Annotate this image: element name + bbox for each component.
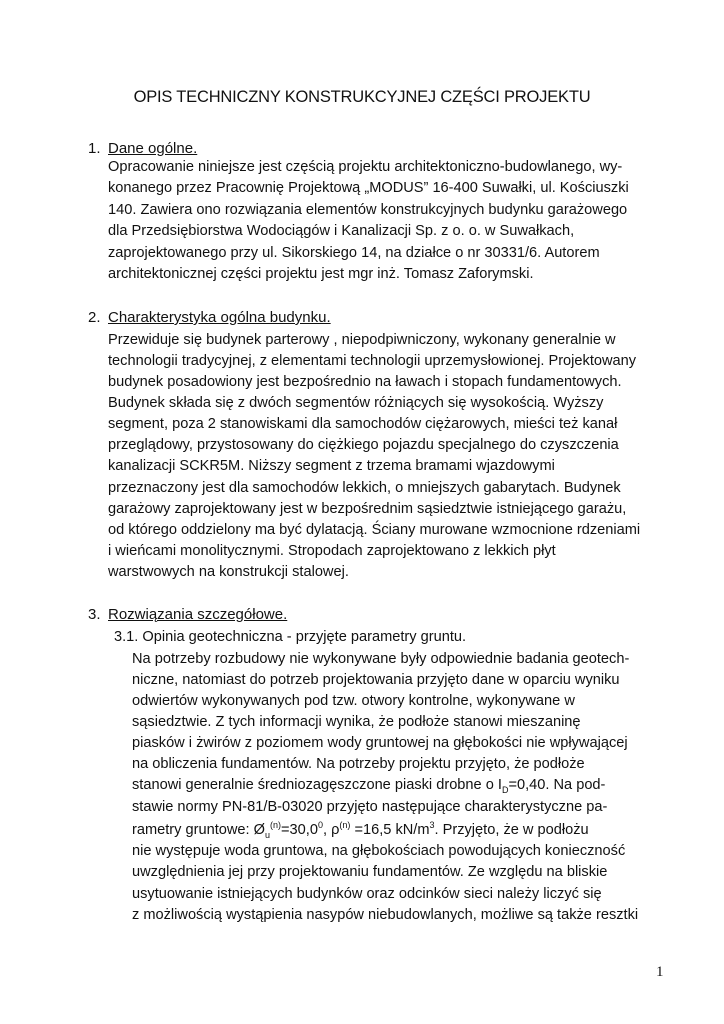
section-2-number: 2. [88,309,101,326]
section-3-line: odwiertów wykonywanych pod tzw. otwory kontrolne, wykonywane w [132,693,575,709]
section-2-line: przeglądowy, przystosowany do ciężkiego pojazdu specjalnego do czyszczenia [108,437,619,453]
subsection-3-1-heading: 3.1. Opinia geotechniczna - przyjęte parametry gruntu. [114,629,467,645]
section-1-line: Opracowanie niniejsze jest częścią projektu architektoniczno-budowlanego, wy- [108,159,623,175]
section-3-line [132,775,605,795]
section-3-heading: Rozwiązania szczegółowe. [108,606,288,623]
phi-superscript: (n) [270,820,282,831]
degree-superscript: 0 [317,820,323,831]
section-2-line: garażowy zaprojektowany jest w bezpośrednim sąsiedztwie istniejącego garażu, [108,501,627,517]
section-1-line: dla Przedsiębiorstwa Wodociągów i Kanalizacji Sp. z o. o. w Suwałkach, [108,223,575,239]
phi-subscript: u [265,829,271,840]
section-3-number: 3. [88,606,101,623]
section-1-line: architektonicznej części projektu jest mgr inż. Tomasz Zaforymski. [108,266,534,282]
section-3-line: niczne, natomiast do potrzeb projektowania przyjęto dane w oparciu wyniku [132,672,620,688]
section-3-header [0,606,724,626]
section-2-line: Budynek składa się z dwóch segmentów różniących się wysokością. Wyższy [108,395,604,411]
section-3-line: na obliczenia fundamentów. Na potrzeby projektu przyjęto, że podłoże [132,756,585,772]
density-value: =16,5 kN/m [350,822,430,838]
section-2-line: technologii tradycyjnej, z elementami technologii uprzemysłowionej. Projektowany [108,353,637,369]
section-3-line: stawie normy PN-81/B-03020 przyjęto następujące charakterystyczne pa- [132,799,608,815]
friction-angle-value: =30,0 [281,822,318,838]
section-2-line: od którego oddzielony ma być dylatacją. Ściany murowane wzmocnione rdzeniami [108,522,641,538]
soil-density-text: stanowi generalnie średniozagęszczone piaski drobne o I [132,777,502,793]
section-3-line: Na potrzeby rozbudowy nie wykonywane były odpowiednie badania geotech- [132,651,630,667]
section-2-line: i wieńcami monolitycznymi. Stropodach zaprojektowano z lekkich płyt [108,543,556,559]
rho-superscript: (n) [339,820,351,831]
cubic-superscript: 3 [429,820,435,831]
section-3-line: z możliwością wystąpienia nasypów niebudowlanych, możliwe są także resztki [132,907,639,923]
soil-params-label: rametry gruntowe: Ø [132,822,266,838]
section-2-line: segment, poza 2 stanowiskami dla samochodów ciężarowych, mieści też kanał [108,416,618,432]
section-2-line: warstwowych na konstrukcji stalowej. [108,564,349,580]
soil-params-tail: . Przyjęto, że w podłożu [434,822,589,838]
density-subscript: D [501,784,509,795]
section-3-line: uwzględnienia jej przy projektowaniu fundamentów. Ze względu na bliskie [132,864,608,880]
section-1-heading: Dane ogólne. [108,140,198,157]
rho-symbol: , ρ [322,822,340,838]
section-1-number: 1. [88,140,101,157]
section-2-line: Przewiduje się budynek parterowy , niepodpiwniczony, wykonany generalnie w [108,332,616,348]
soil-density-value: =0,40. Na pod- [508,777,606,793]
section-1-line: 140. Zawiera ono rozwiązania elementów konstrukcyjnych budynku garażowego [108,202,628,218]
section-3-line: usytuowanie istniejących budynków oraz odcinków sieci należy liczyć się [132,886,602,902]
section-2-heading: Charakterystyka ogólna budynku. [108,309,331,326]
section-2-line: budynek posadowiony jest bezpośrednio na ławach i stopach fundamentowych. [108,374,622,390]
document-title: OPIS TECHNICZNY KONSTRUKCYJNEJ CZĘŚCI PROJEKTU [133,88,591,106]
section-3-line: sąsiedztwie. Z tych informacji wynika, że podłoże stanowi mieszaninę [132,714,581,730]
page-number: 1 [656,964,664,980]
section-1-line: konanego przez Pracownię Projektową „MODUS” 16-400 Suwałki, ul. Kościuszki [108,180,629,196]
section-3-line: piasków i żwirów z poziomem wody gruntowej na głębokości nie wpływającej [132,735,628,751]
section-2-line: kanalizacji SCKR5M. Niższy segment z trzema bramami wjazdowymi [108,458,555,474]
soil-parameters-line [132,820,589,840]
section-2-line: przeznaczony jest dla samochodów lekkich, o mniejszych gabarytach. Budynek [108,480,621,496]
section-1-line: zaprojektowanego przy ul. Sikorskiego 14, na działce o nr 30331/6. Autorem [108,245,600,261]
section-3-line: nie występuje woda gruntowa, na głębokościach powodujących konieczność [132,843,626,859]
section-2-header [0,309,724,329]
